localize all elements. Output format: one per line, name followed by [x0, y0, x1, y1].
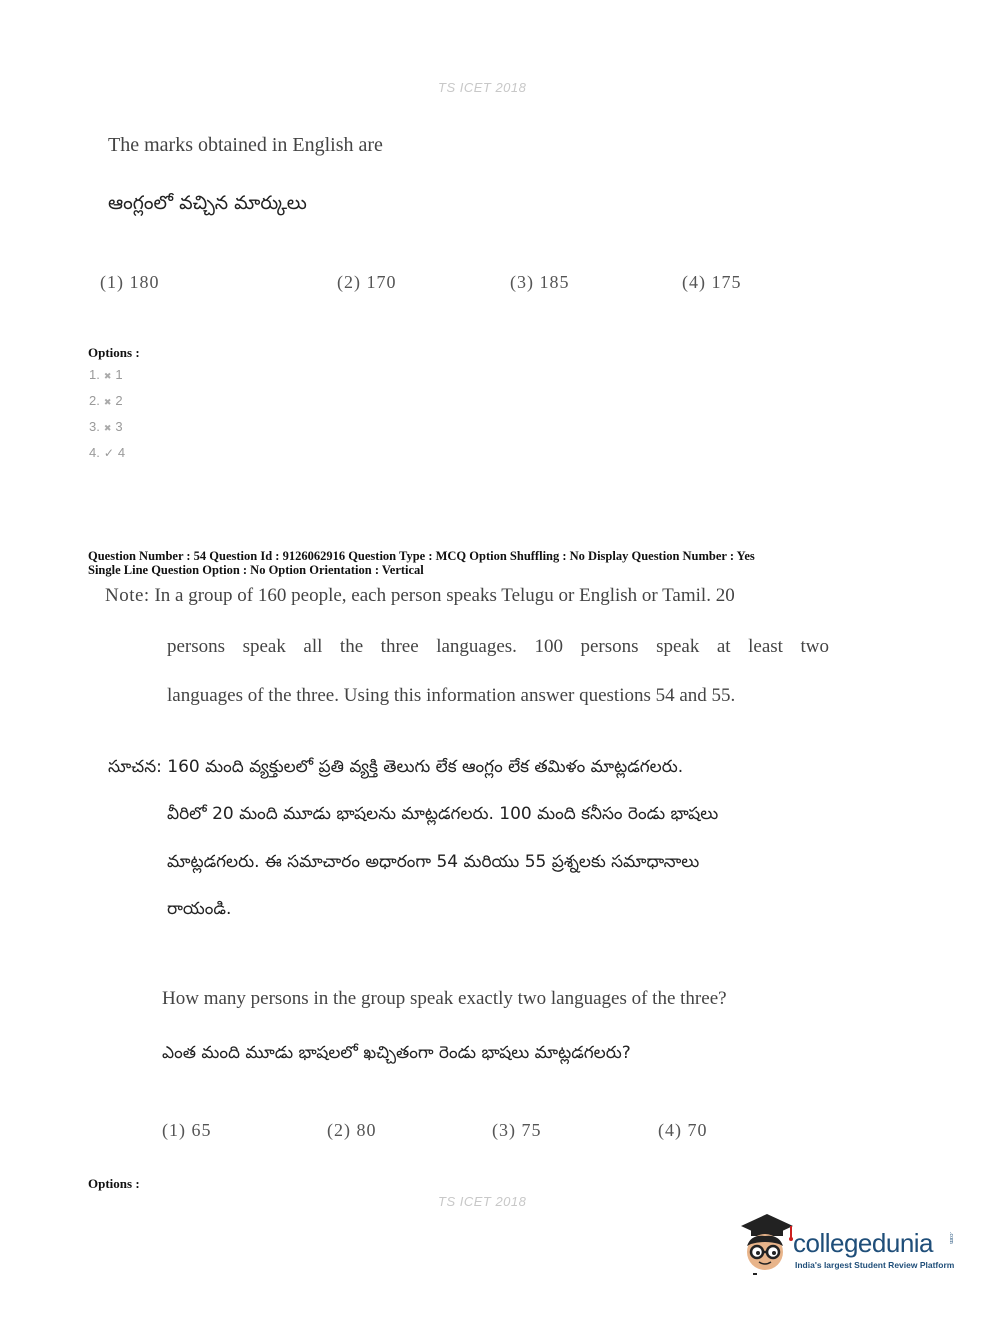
note-te-line-3: మాట్లడగలరు. ఈ సమాచారం అధారంగా 54 మరియు 55 ప్రశ్నలకు సమాధానాలు [167, 852, 700, 872]
option-row [89, 367, 123, 382]
brand-tm: .com [948, 1232, 954, 1244]
brand-name-row [793, 1228, 933, 1259]
answer-1: (1) 65 [162, 1120, 212, 1140]
options-label-2: Options : [88, 1176, 140, 1191]
note-word: persons [580, 636, 639, 657]
note-word: least [748, 636, 783, 657]
watermark-bottom: TS ICET 2018 [438, 1194, 527, 1209]
note-word: speak [656, 636, 700, 657]
note-line-1 [105, 585, 735, 607]
note-word: speak [242, 636, 286, 657]
brand-name: collegedunia [793, 1228, 934, 1258]
cross-icon: ✖ [103, 371, 112, 381]
note-te-line-2: వీరిలో 20 మంది మూడు భాషలను మాట్లడగలరు. 100 మంది కనీసం రెండు భాషలు [167, 804, 719, 824]
question-meta-line-1: Question Number : 54 Question Id : 9126062916 Question Type : MCQ Option Shuffling : No Display Question Number : Yes [88, 549, 755, 563]
prev-answer-1: (1) 180 [100, 272, 160, 292]
option-number: 3. [89, 419, 100, 434]
note-te-line-1 [108, 757, 683, 781]
collegedunia-logo [735, 1208, 965, 1298]
note-word: three [380, 636, 419, 657]
option-row [89, 393, 123, 408]
prev-question-text-en: The marks obtained in English are [108, 134, 383, 156]
note-word: languages. [436, 636, 517, 657]
watermark-top: TS ICET 2018 [438, 80, 527, 95]
note-text: In a group of 160 people, each person speaks Telugu or English or Tamil. 20 [154, 585, 735, 606]
note-te-label: సూచన: [108, 757, 162, 777]
prev-question-text-te: ఆంగ్లంలో వచ్చిన మార్కులు [108, 192, 307, 214]
answer-2: (2) 80 [327, 1120, 377, 1140]
options-label: Options : [88, 345, 140, 360]
option-value: 2 [115, 393, 123, 408]
prev-answer-4: (4) 175 [682, 272, 742, 292]
prev-answer-2: (2) 170 [337, 272, 397, 292]
option-number: 2. [89, 393, 100, 408]
note-te-text: 160 మంది వ్యక్తులలో ప్రతి వ్యక్తి తెలుగు లేక ఆంగ్లం లేక తమిళం మాట్లడగలరు. [167, 757, 684, 777]
note-line-3: languages of the three. Using this information answer questions 54 and 55. [167, 685, 736, 706]
option-row [89, 419, 123, 434]
note-word: at [716, 636, 731, 657]
prev-answer-3: (3) 185 [510, 272, 570, 292]
note-word: persons [167, 636, 226, 657]
note-te-line-4: రాయండి. [167, 899, 232, 919]
answer-3: (3) 75 [492, 1120, 542, 1140]
cross-icon: ✖ [103, 423, 112, 433]
mascot-icon [735, 1208, 795, 1280]
note-word: all [303, 636, 323, 657]
option-value: 4 [117, 445, 126, 460]
option-value: 3 [115, 419, 123, 434]
brand-tagline: India's largest Student Review Platform [795, 1260, 955, 1270]
note-label: Note: [105, 585, 150, 606]
cross-icon: ✖ [103, 397, 112, 407]
answer-4: (4) 70 [658, 1120, 708, 1140]
question-text-en: How many persons in the group speak exactly two languages of the three? [162, 988, 727, 1009]
note-word: two [800, 636, 829, 657]
option-value: 1 [115, 367, 123, 382]
question-meta-line-2: Single Line Question Option : No Option Orientation : Vertical [88, 563, 424, 577]
note-word: 100 [534, 636, 563, 657]
note-line-2 [167, 636, 829, 658]
option-number: 1. [89, 367, 100, 382]
option-number: 4. [89, 445, 100, 460]
option-row-correct [89, 445, 125, 460]
question-text-te: ఎంత మంది మూడు భాషలలో ఖచ్చితంగా రెండు భాషలు మాట్లడగలరు? [162, 1043, 631, 1063]
note-word: the [339, 636, 364, 657]
check-icon: ✓ [103, 446, 114, 460]
